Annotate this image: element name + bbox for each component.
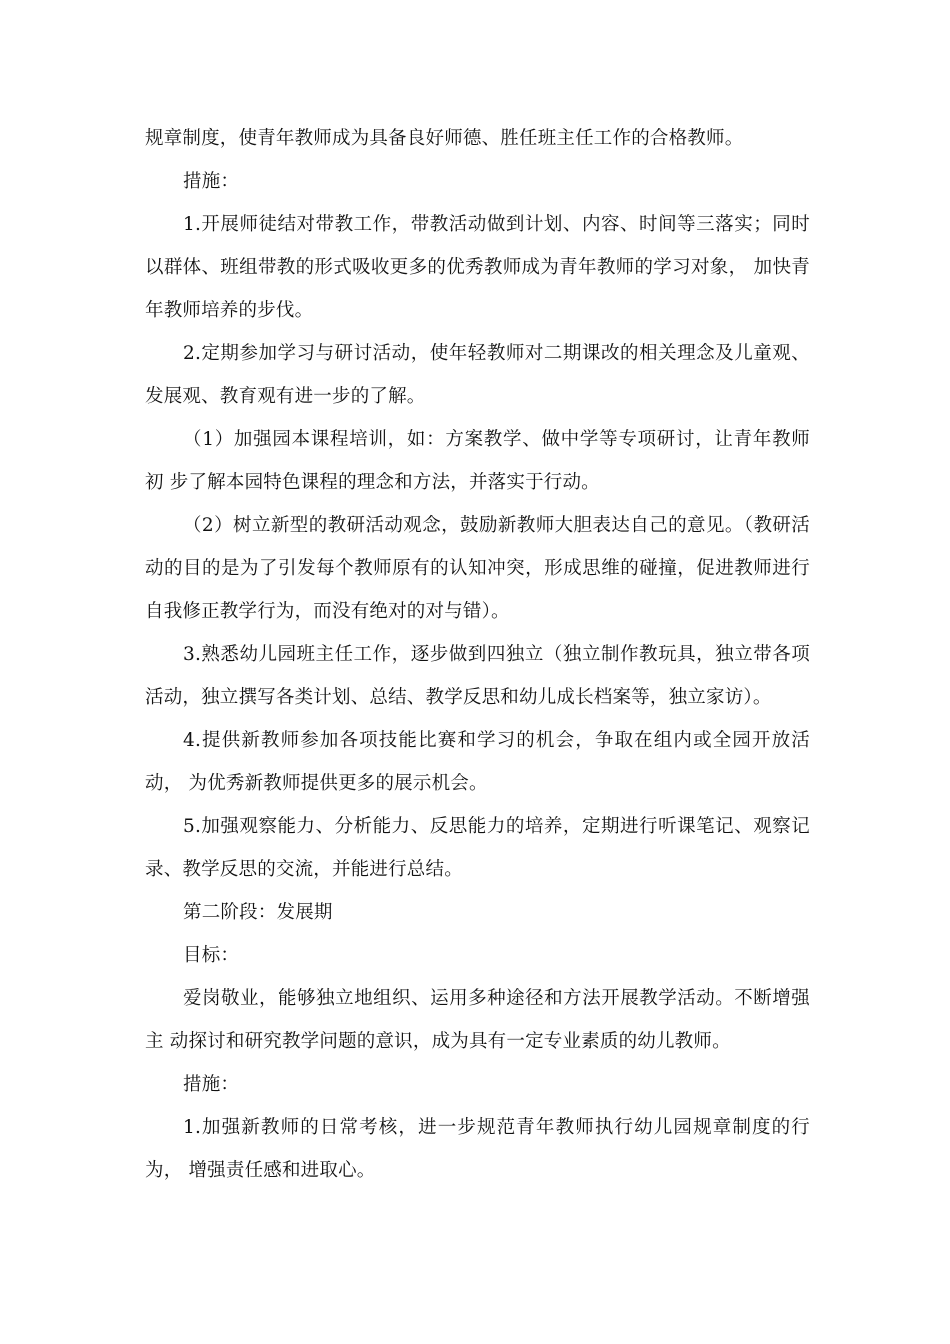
paragraph-measure-2-sub-2: （2）树立新型的教研活动观念，鼓励新教师大胆表达自己的意见。（教研活动的目的是为了引发每个教师原有的认知冲突，形成思维的碰撞，促进教师进行 自我修正教学行为，而没有绝对的对与错）。 bbox=[145, 515, 810, 622]
paragraph-measure-3: 3.熟悉幼儿园班主任工作，逐步做到四独立（独立制作教玩具，独立带各项活动，独立撰写各类计划、总结、教学反思和幼儿成长档案等，独立家访）。 bbox=[145, 644, 810, 708]
heading-stage-two: 第二阶段：发展期 bbox=[183, 902, 333, 923]
paragraph-goal: 爱岗敬业，能够独立地组织、运用多种途径和方法开展教学活动。不断增强主 动探讨和研究教学问题的意识，成为具有一定专业素质的幼儿教师。 bbox=[145, 988, 810, 1052]
paragraph-measure-5: 5.加强观察能力、分析能力、反思能力的培养，定期进行听课笔记、观察记录、教学反思的交流，并能进行总结。 bbox=[145, 816, 810, 880]
heading-measures-1: 措施： bbox=[183, 171, 240, 192]
paragraph-measure-1: 1.开展师徒结对带教工作，带教活动做到计划、内容、时间等三落实；同时以群体、班组带教的形式吸收更多的优秀教师成为青年教师的学习对象， 加快青年教师培养的步伐。 bbox=[145, 214, 810, 321]
heading-measures-2: 措施： bbox=[183, 1074, 240, 1095]
paragraph-intro-continuation: 规章制度，使青年教师成为具备良好师德、胜任班主任工作的合格教师。 bbox=[145, 128, 744, 149]
paragraph-measure-4: 4.提供新教师参加各项技能比赛和学习的机会，争取在组内或全园开放活动， 为优秀新教师提供更多的展示机会。 bbox=[145, 730, 810, 794]
heading-goal: 目标： bbox=[183, 945, 240, 966]
paragraph-stage-two-measure-1: 1.加强新教师的日常考核，进一步规范青年教师执行幼儿园规章制度的行为， 增强责任感和进取心。 bbox=[145, 1117, 810, 1181]
paragraph-measure-2: 2.定期参加学习与研讨活动，使年轻教师对二期课改的相关理念及儿童观、发展观、教育观有进一步的了解。 bbox=[145, 343, 810, 407]
paragraph-measure-2-sub-1: （1）加强园本课程培训，如：方案教学、做中学等专项研讨，让青年教师初 步了解本园特色课程的理念和方法，并落实于行动。 bbox=[145, 429, 810, 493]
